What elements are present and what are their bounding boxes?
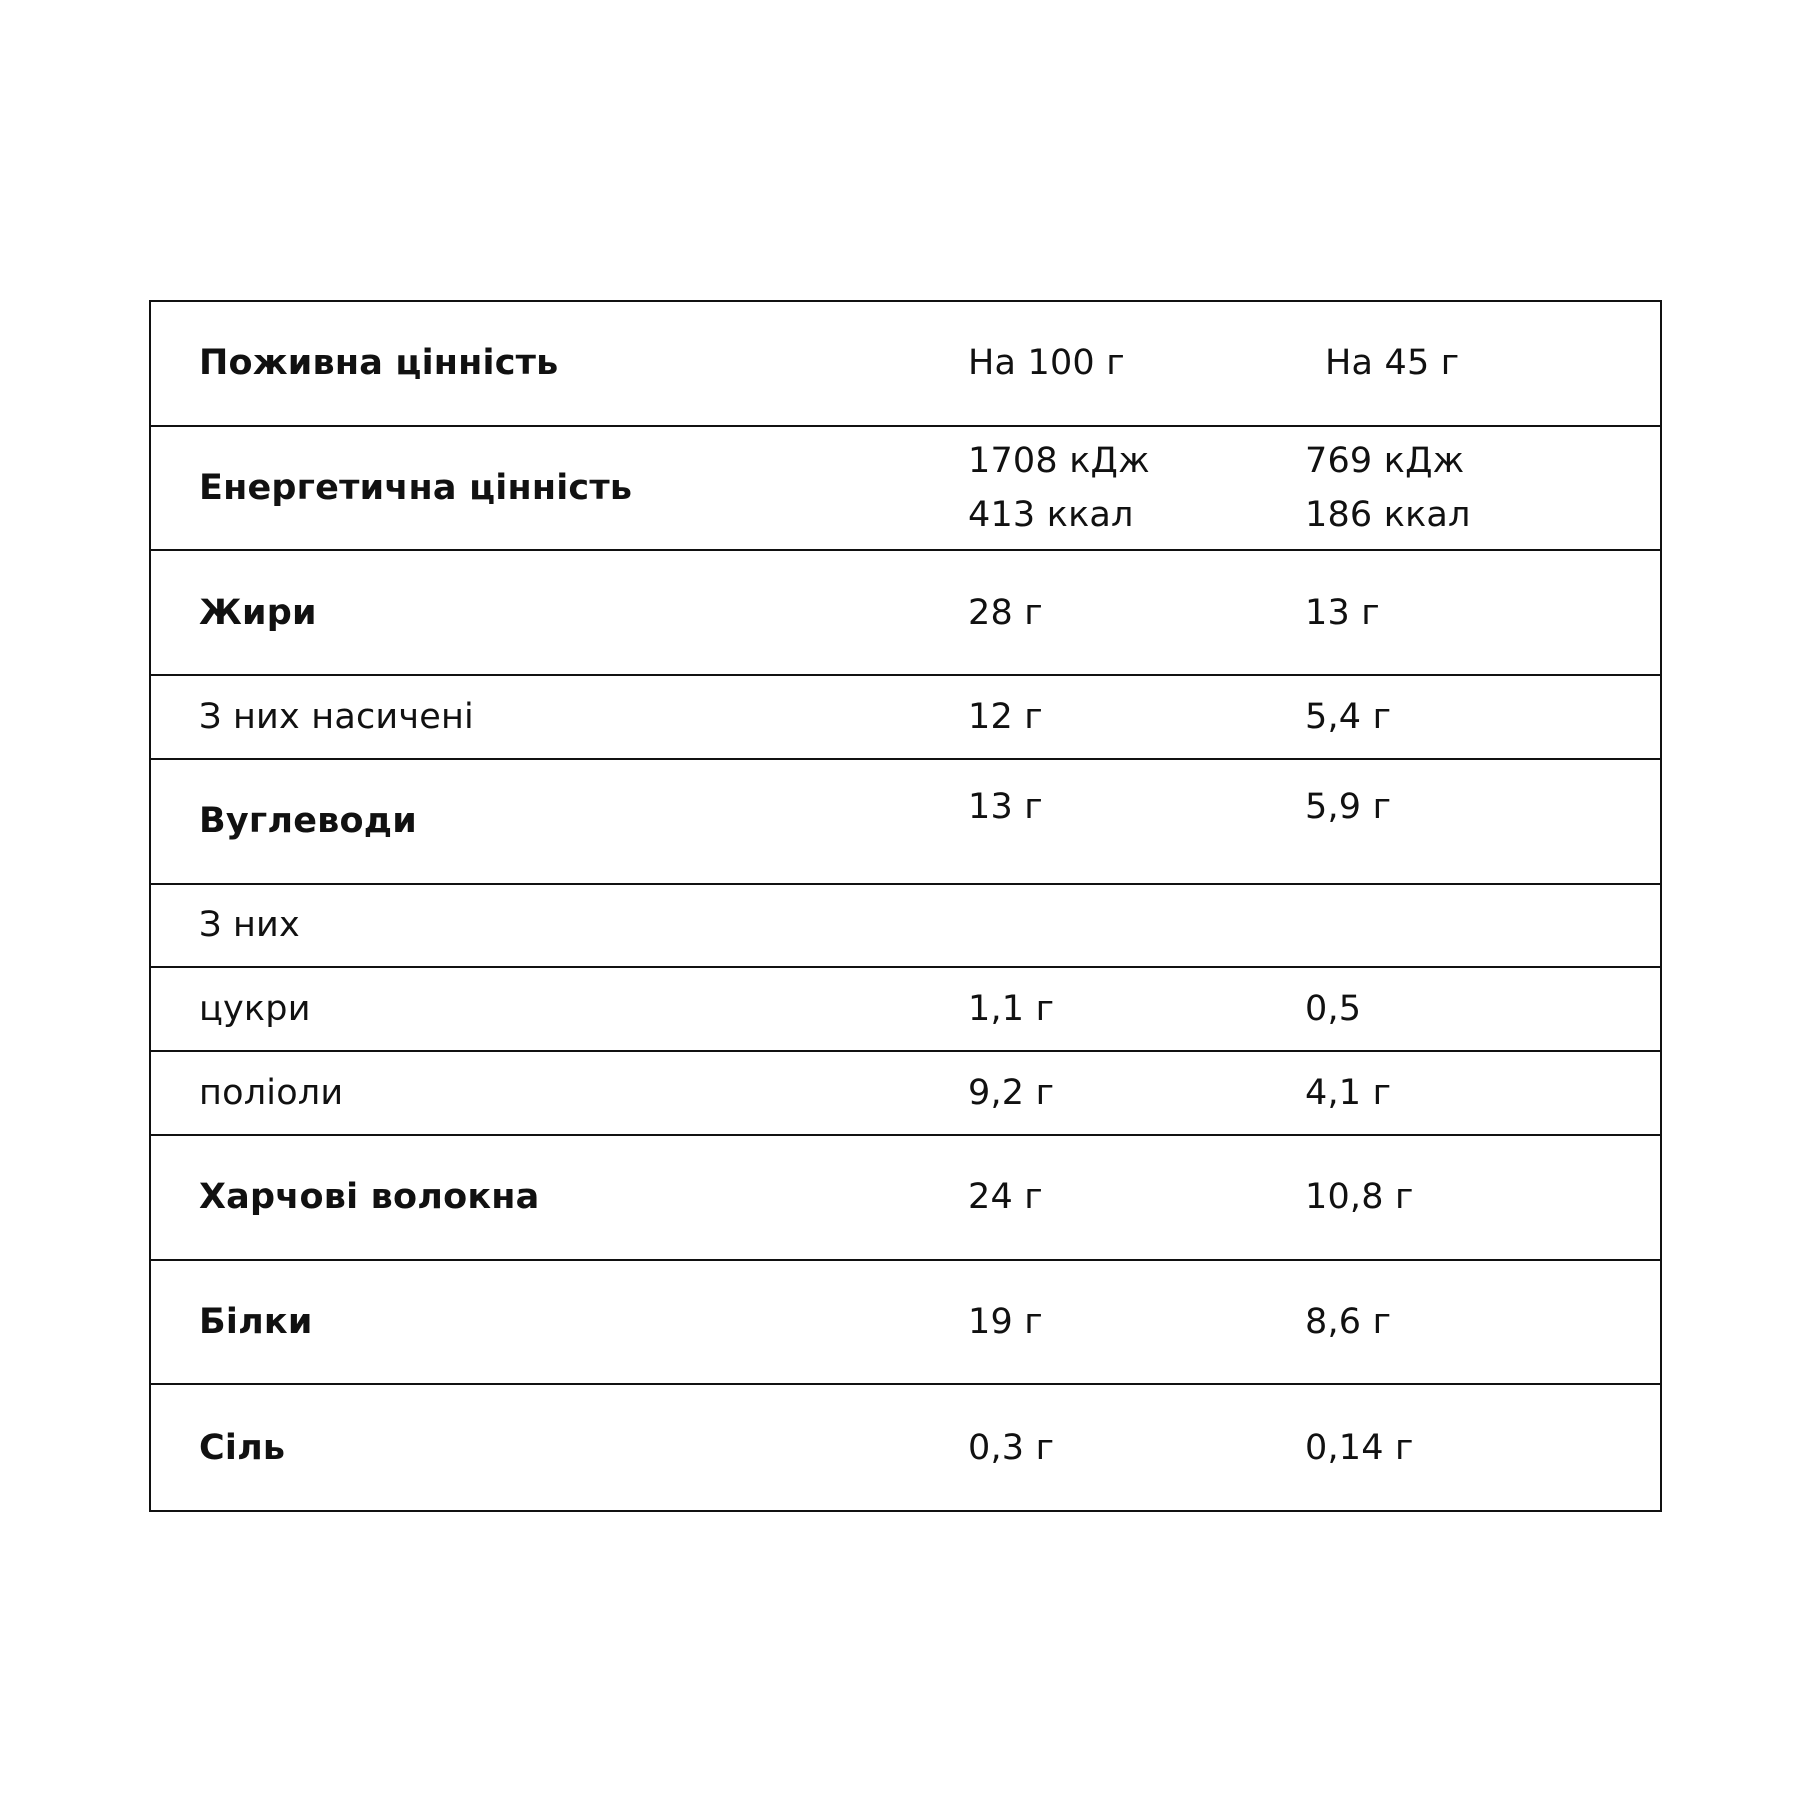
table-row-sugars bbox=[151, 968, 1660, 1052]
row-label: Енергетична цінність bbox=[199, 468, 633, 509]
header-per-100g: На 100 г bbox=[968, 343, 1125, 384]
table-row-salt bbox=[151, 1385, 1660, 1510]
value-per-45g: 8,6 г bbox=[1305, 1301, 1392, 1342]
table-header-row bbox=[151, 302, 1660, 427]
row-label: цукри bbox=[199, 989, 311, 1030]
value-per-45g: 13 г bbox=[1305, 592, 1380, 633]
row-label: Сіль bbox=[199, 1427, 286, 1468]
header-label: Поживна цінність bbox=[199, 343, 559, 384]
value-per-100g: 0,3 г bbox=[968, 1427, 1055, 1468]
value-per-100g: 12 г bbox=[968, 696, 1043, 737]
value-per-45g: 0,5 bbox=[1305, 989, 1362, 1030]
value-per-100g: 28 г bbox=[968, 592, 1043, 633]
value-per-100g: 9,2 г bbox=[968, 1073, 1055, 1114]
energy-kcal-per-100g: 413 ккал bbox=[968, 495, 1134, 536]
value-per-45g: 4,1 г bbox=[1305, 1073, 1392, 1114]
table-row-fiber bbox=[151, 1136, 1660, 1261]
row-label: Білки bbox=[199, 1301, 313, 1342]
row-label: Вуглеводи bbox=[199, 801, 417, 842]
table-row-saturated bbox=[151, 676, 1660, 760]
value-per-100g: 13 г bbox=[968, 786, 1043, 827]
row-label: З них насичені bbox=[199, 696, 474, 737]
energy-per-100g bbox=[968, 427, 1150, 550]
table-row-of-which bbox=[151, 885, 1660, 969]
table-row-carbohydrates bbox=[151, 760, 1660, 885]
header-per-45g: На 45 г bbox=[1325, 343, 1460, 384]
row-label: Харчові волокна bbox=[199, 1177, 540, 1218]
table-row-energy bbox=[151, 427, 1660, 552]
value-per-100g: 1,1 г bbox=[968, 989, 1055, 1030]
value-per-45g: 10,8 г bbox=[1305, 1177, 1414, 1218]
energy-kj-per-45g: 769 кДж bbox=[1305, 441, 1465, 482]
row-label: З них bbox=[199, 905, 300, 946]
value-per-100g: 19 г bbox=[968, 1301, 1043, 1342]
table-row-fat bbox=[151, 551, 1660, 676]
energy-kj-per-100g: 1708 кДж bbox=[968, 441, 1150, 482]
nutrition-table bbox=[149, 300, 1662, 1512]
row-label: Жири bbox=[199, 592, 317, 633]
value-per-45g: 0,14 г bbox=[1305, 1427, 1414, 1468]
value-per-45g: 5,4 г bbox=[1305, 696, 1392, 737]
value-per-45g: 5,9 г bbox=[1305, 786, 1392, 827]
energy-kcal-per-45g: 186 ккал bbox=[1305, 495, 1471, 536]
value-per-100g: 24 г bbox=[968, 1177, 1043, 1218]
energy-per-45g bbox=[1305, 427, 1471, 550]
row-label: поліоли bbox=[199, 1073, 344, 1114]
table-row-polyols bbox=[151, 1052, 1660, 1136]
table-row-protein bbox=[151, 1261, 1660, 1386]
